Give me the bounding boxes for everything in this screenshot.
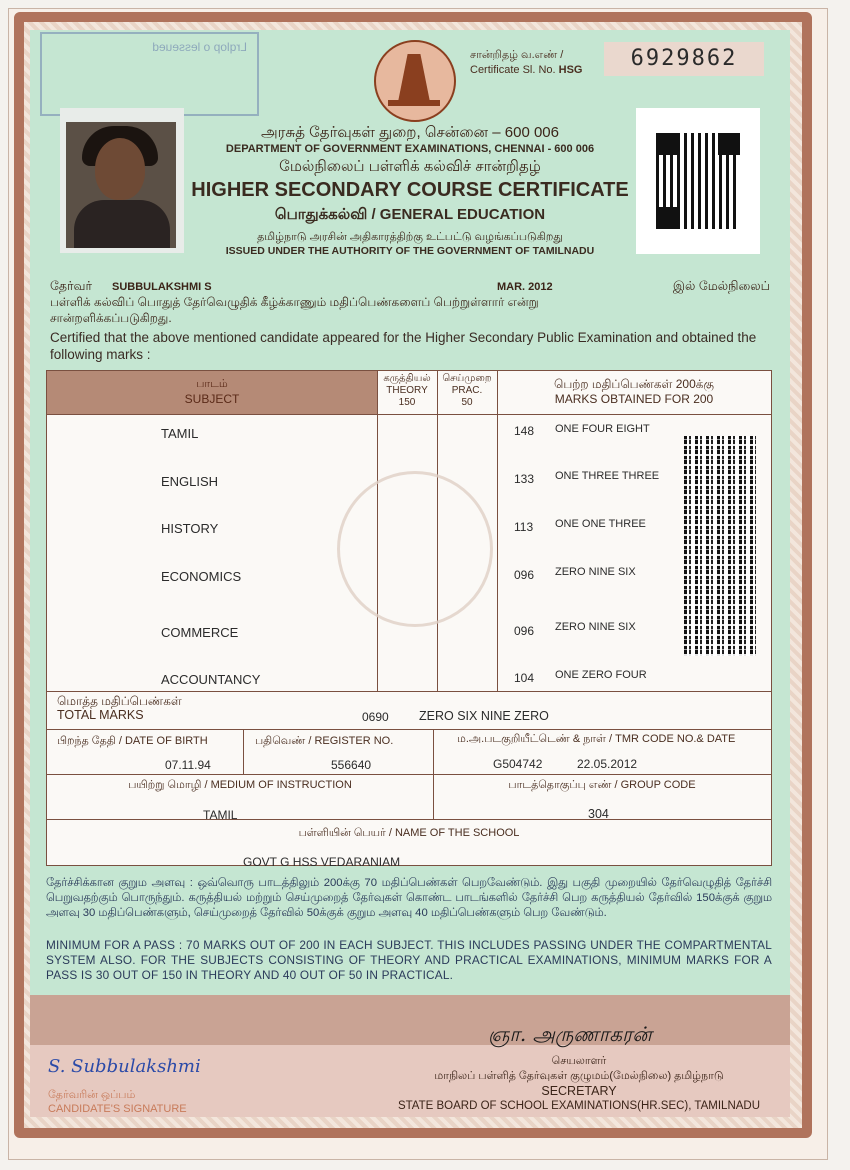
candidate-line-2: பள்ளிக் கல்விப் பொதுத் தேர்வெழுதிக் கீழ்க்காணும் மதிப்பெண்களைப் பெற்றுள்ளார் என்று — [50, 295, 539, 309]
total-label: TOTAL MARKS — [57, 708, 144, 722]
candidate-signature-label-tamil: தேர்வரின் ஒப்பம் — [48, 1089, 136, 1101]
subject-marks-words: ZERO NINE SIX — [555, 621, 636, 633]
faded-stamp — [40, 32, 259, 116]
candidate-line-3: சான்றளிக்கப்படுகிறது. — [50, 311, 172, 325]
candidate-prefix: தேர்வர் — [50, 279, 93, 293]
subject-marks: 096 — [514, 624, 535, 638]
subject-name: COMMERCE — [161, 625, 239, 640]
cert-title-tamil: மேல்நிலைப் பள்ளிக் கல்விச் சான்றிதழ் — [279, 158, 541, 175]
serial-prefix: HSG — [558, 64, 583, 76]
tmr-label: ம.அ.படகுறியீட்டெண் & நாள் / TMR CODE NO.& DATE — [457, 733, 736, 745]
exam-session: MAR. 2012 — [497, 281, 553, 293]
group-code: 304 — [588, 807, 609, 821]
date-of-birth: 07.11.94 — [165, 758, 211, 772]
candidate-signature-label: CANDIDATE'S SIGNATURE — [48, 1103, 187, 1115]
qr-code-icon — [636, 108, 760, 254]
prac-max: 50 — [461, 397, 473, 408]
secretary-signature: ஞா. அருணாகரன் — [488, 1022, 652, 1046]
serial-number: 6929862 — [604, 42, 764, 76]
marks-header-tamil: பெற்ற மதிப்பெண்கள் 200க்கு — [553, 377, 715, 391]
subject-marks-words: ONE FOUR EIGHT — [555, 423, 650, 435]
authority-tamil: தமிழ்நாடு அரசின் அதிகாரத்திற்கு உட்பட்டு வழங்கப்படுகிறது — [257, 231, 563, 243]
subject-marks: 133 — [514, 472, 535, 486]
register-number: 556640 — [331, 758, 372, 772]
dept-english: DEPARTMENT OF GOVERNMENT EXAMINATIONS, CHENNAI - 600 006 — [225, 143, 595, 155]
prac-header-tamil: செய்முறை — [442, 373, 492, 384]
subject-marks-words: ONE THREE THREE — [555, 470, 660, 482]
subject-header: SUBJECT — [184, 392, 240, 406]
pass-rules-english: MINIMUM FOR A PASS : 70 MARKS OUT OF 200 IN EACH SUBJECT. THIS INCLUDES PASSING UNDER THE COMPARTMENTAL SYSTEM ALSO. FOR THE SUBJECTS CONSISTING OF THEORY AND PRACTICAL EXAMINATIONS, MINIMUM MARKS FOR A PASS IS 30 OUT OF 150 IN THEORY AND 40 OUT OF 50 IN PRACTICAL. — [46, 938, 772, 982]
watermark-seal — [337, 471, 493, 627]
subject-marks: 096 — [514, 568, 535, 582]
school-label: பள்ளியின் பெயர் / NAME OF THE SCHOOL — [298, 827, 520, 839]
total-marks-words: ZERO SIX NINE ZERO — [419, 709, 549, 723]
authority-english: ISSUED UNDER THE AUTHORITY OF THE GOVERNMENT OF TAMILNADU — [225, 245, 595, 257]
subject-name: ENGLISH — [161, 474, 219, 489]
subject-name: ACCOUNTANCY — [161, 672, 261, 687]
candidate-name: SUBBULAKSHMI S — [112, 281, 212, 293]
serial-label — [470, 48, 610, 78]
education-type: பொதுக்கல்வி / GENERAL EDUCATION — [274, 206, 546, 223]
candidate-photo — [60, 108, 184, 253]
subject-name: HISTORY — [161, 521, 219, 536]
marks-table — [46, 370, 772, 869]
footer-band — [30, 995, 790, 1045]
certified-statement: Certified that the above mentioned candidate appeared for the Higher Secondary Public Examination and obtained the following marks : — [50, 330, 757, 362]
board-name-tamil: மாநிலப் பள்ளித் தேர்வுகள் குழுமம்(மேல்நிலை) தமிழ்நாடு — [434, 1070, 724, 1082]
tamilnadu-emblem-icon — [374, 40, 456, 122]
subject-marks: 113 — [514, 520, 534, 534]
medium-of-instruction: TAMIL — [203, 808, 238, 822]
group-code-label: பாடத்தொகுப்பு எண் / GROUP CODE — [508, 779, 696, 791]
school-name: GOVT G HSS VEDARANIAM — [243, 855, 401, 869]
secretary-label-tamil: செயலாளர் — [551, 1055, 607, 1067]
register-label: பதிவெண் / REGISTER NO. — [255, 735, 394, 747]
theory-header: THEORY — [386, 385, 428, 396]
tmr-date: 22.05.2012 — [577, 757, 638, 771]
dob-label: பிறந்த தேதி / DATE OF BIRTH — [57, 735, 208, 747]
serial-label-en: Certificate Sl. No. — [470, 64, 556, 76]
secretary-label: SECRETARY — [541, 1084, 617, 1098]
subject-name: ECONOMICS — [161, 569, 242, 584]
subject-marks-words: ONE ONE THREE — [555, 518, 646, 530]
pass-rules-tamil: தேர்ச்சிக்கான குறும அளவு : ஒவ்வொரு பாடத்திலும் 200க்கு 70 மதிப்பெண்கள் பெறவேண்டும். இது பகுதி முறையில் தேர்வெழுதித் தேர்ச்சி பெறுவதற்கும் பொருந்தும். கருத்தியல் மற்றும் செய்முறைத் தேர்வுகள் கொண்ட பாடங்களில் தேர்ச்சி பெற கருத்தியல் தேர்வில் 150க்குக் குறும அளவு 30 மதிப்பெண்களும், செய்முறைத் தேர்வில் 50க்குக் குறும அளவு 40 மதிப்பெண்களும் பெற வேண்டும். — [46, 877, 772, 919]
barcode-icon — [684, 436, 756, 656]
medium-label: பயிற்று மொழி / MEDIUM OF INSTRUCTION — [128, 779, 352, 791]
subject-header-tamil: பாடம் — [196, 378, 228, 390]
prac-header: PRAC. — [451, 385, 483, 396]
candidate-suffix: இல் மேல்நிலைப் — [672, 279, 770, 293]
subject-marks: 104 — [514, 671, 535, 685]
board-name: STATE BOARD OF SCHOOL EXAMINATIONS(HR.SEC), TAMILNADU — [397, 1100, 761, 1112]
serial-label-tamil: சான்றிதழ் வ.எண் / — [470, 49, 564, 61]
theory-max: 150 — [398, 397, 416, 408]
stamp-text: Lrqlop o lesseued — [152, 40, 247, 54]
tmr-code: G504742 — [493, 757, 543, 771]
candidate-signature: S. Subbulakshmi — [48, 1056, 201, 1077]
cert-title: HIGHER SECONDARY COURSE CERTIFICATE — [191, 179, 629, 201]
dept-tamil: அரசுத் தேர்வுகள் துறை, சென்னை – 600 006 — [261, 124, 559, 141]
subject-name: TAMIL — [161, 426, 199, 441]
total-label-tamil: மொத்த மதிப்பெண்கள் — [57, 694, 182, 708]
marks-header: MARKS OBTAINED FOR 200 — [554, 392, 714, 406]
theory-header-tamil: கருத்தியல் — [383, 373, 431, 384]
subject-marks: 148 — [514, 424, 535, 438]
subject-marks-words: ZERO NINE SIX — [555, 566, 636, 578]
total-marks: 0690 — [362, 710, 389, 724]
subject-marks-words: ONE ZERO FOUR — [555, 669, 647, 681]
